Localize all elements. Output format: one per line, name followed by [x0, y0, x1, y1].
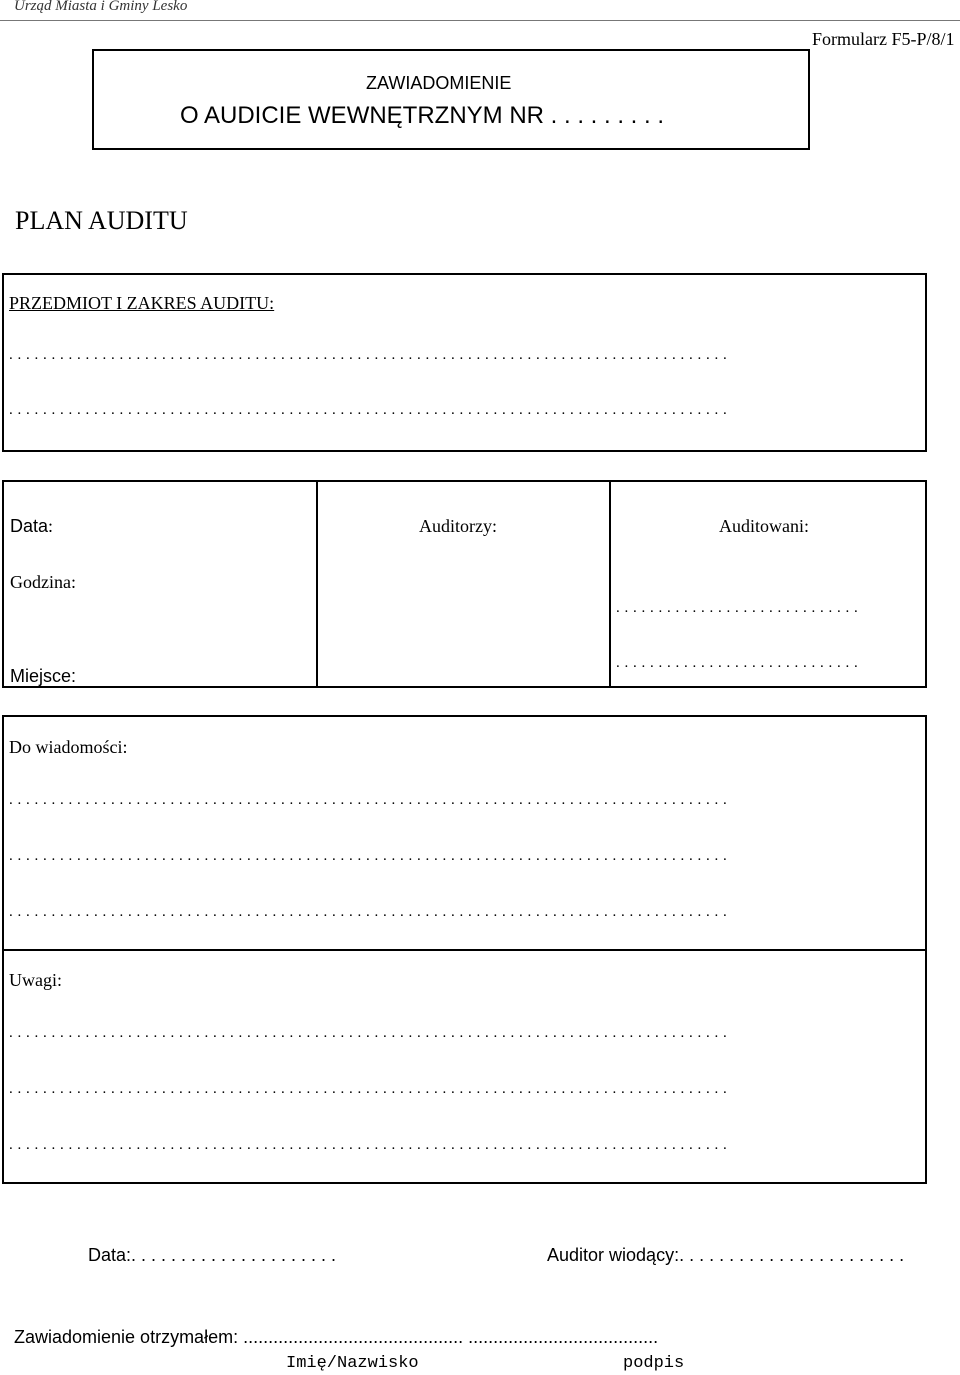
- received-line[interactable]: Zawiadomienie otrzymałem: ............................................ ......................................: [14, 1327, 659, 1347]
- notice-line-2[interactable]: . . . . . . . . . . . . . . . . . . . . . . . . . . . . . . . . . . . . . . . . . . . . . . . . . . . . . . . . . . . . . . . . . . . . . . . . . . . . . . . . . . . . .: [9, 848, 728, 864]
- section-divider: [4, 949, 925, 951]
- organization-name: Urząd Miasta i Gminy Lesko: [14, 0, 188, 14]
- date-label: Data:: [10, 516, 54, 536]
- notice-remarks-box: [2, 715, 927, 1184]
- column-divider-1: [316, 482, 318, 686]
- title-box: [92, 49, 810, 150]
- place-label: Miejsce:: [10, 666, 77, 686]
- auditees-label: Auditowani:: [719, 516, 809, 536]
- notice-line-3[interactable]: . . . . . . . . . . . . . . . . . . . . . . . . . . . . . . . . . . . . . . . . . . . . . . . . . . . . . . . . . . . . . . . . . . . . . . . . . . . . . . . . . . . . .: [9, 904, 728, 920]
- column-divider-2: [609, 482, 611, 686]
- header-rule: [0, 20, 960, 21]
- plan-heading: PLAN AUDITU: [15, 206, 188, 235]
- auditors-label: Auditorzy:: [419, 516, 497, 536]
- form-code: Formularz F5-P/8/1: [812, 29, 955, 49]
- signature-caption: podpis: [623, 1354, 685, 1373]
- time-label: Godzina:: [10, 572, 76, 592]
- auditee-line-2[interactable]: . . . . . . . . . . . . . . . . . . . . . . . . . . . . .: [616, 655, 859, 671]
- remarks-line-2[interactable]: . . . . . . . . . . . . . . . . . . . . . . . . . . . . . . . . . . . . . . . . . . . . . . . . . . . . . . . . . . . . . . . . . . . . . . . . . . . . . . . . . . . . .: [9, 1081, 728, 1097]
- subject-line-2[interactable]: . . . . . . . . . . . . . . . . . . . . . . . . . . . . . . . . . . . . . . . . . . . . . . . . . . . . . . . . . . . . . . . . . . . . . . . . . . . . . . . . . . . . .: [9, 402, 728, 418]
- date-label-text: Data: [10, 516, 49, 536]
- lead-auditor[interactable]: Auditor wiodący:. . . . . . . . . . . . . . . . . . . . . . .: [547, 1245, 905, 1265]
- subject-label: PRZEDMIOT I ZAKRES AUDITU:: [9, 293, 275, 313]
- remarks-line-3[interactable]: . . . . . . . . . . . . . . . . . . . . . . . . . . . . . . . . . . . . . . . . . . . . . . . . . . . . . . . . . . . . . . . . . . . . . . . . . . . . . . . . . . . . .: [9, 1137, 728, 1153]
- title-line-1: ZAWIADOMIENIE: [366, 73, 512, 93]
- subject-line-1[interactable]: . . . . . . . . . . . . . . . . . . . . . . . . . . . . . . . . . . . . . . . . . . . . . . . . . . . . . . . . . . . . . . . . . . . . . . . . . . . . . . . . . . . . .: [9, 347, 728, 363]
- auditee-line-1[interactable]: . . . . . . . . . . . . . . . . . . . . . . . . . . . . .: [616, 600, 859, 616]
- subject-box: [2, 273, 927, 452]
- notice-label: Do wiadomości:: [9, 737, 128, 757]
- title-line-2: O AUDICIE WEWNĘTRZNYM NR . . . . . . . . .: [180, 102, 665, 129]
- remarks-line-1[interactable]: . . . . . . . . . . . . . . . . . . . . . . . . . . . . . . . . . . . . . . . . . . . . . . . . . . . . . . . . . . . . . . . . . . . . . . . . . . . . . . . . . . . . .: [9, 1025, 728, 1041]
- details-table: [2, 480, 927, 688]
- remarks-label: Uwagi:: [9, 970, 62, 990]
- time-label-text: Godzina: [10, 572, 71, 592]
- footer-date[interactable]: Data:. . . . . . . . . . . . . . . . . . . . .: [88, 1245, 337, 1265]
- notice-line-1[interactable]: . . . . . . . . . . . . . . . . . . . . . . . . . . . . . . . . . . . . . . . . . . . . . . . . . . . . . . . . . . . . . . . . . . . . . . . . . . . . . . . . . . . . .: [9, 792, 728, 808]
- name-caption: Imię/Nazwisko: [286, 1354, 419, 1373]
